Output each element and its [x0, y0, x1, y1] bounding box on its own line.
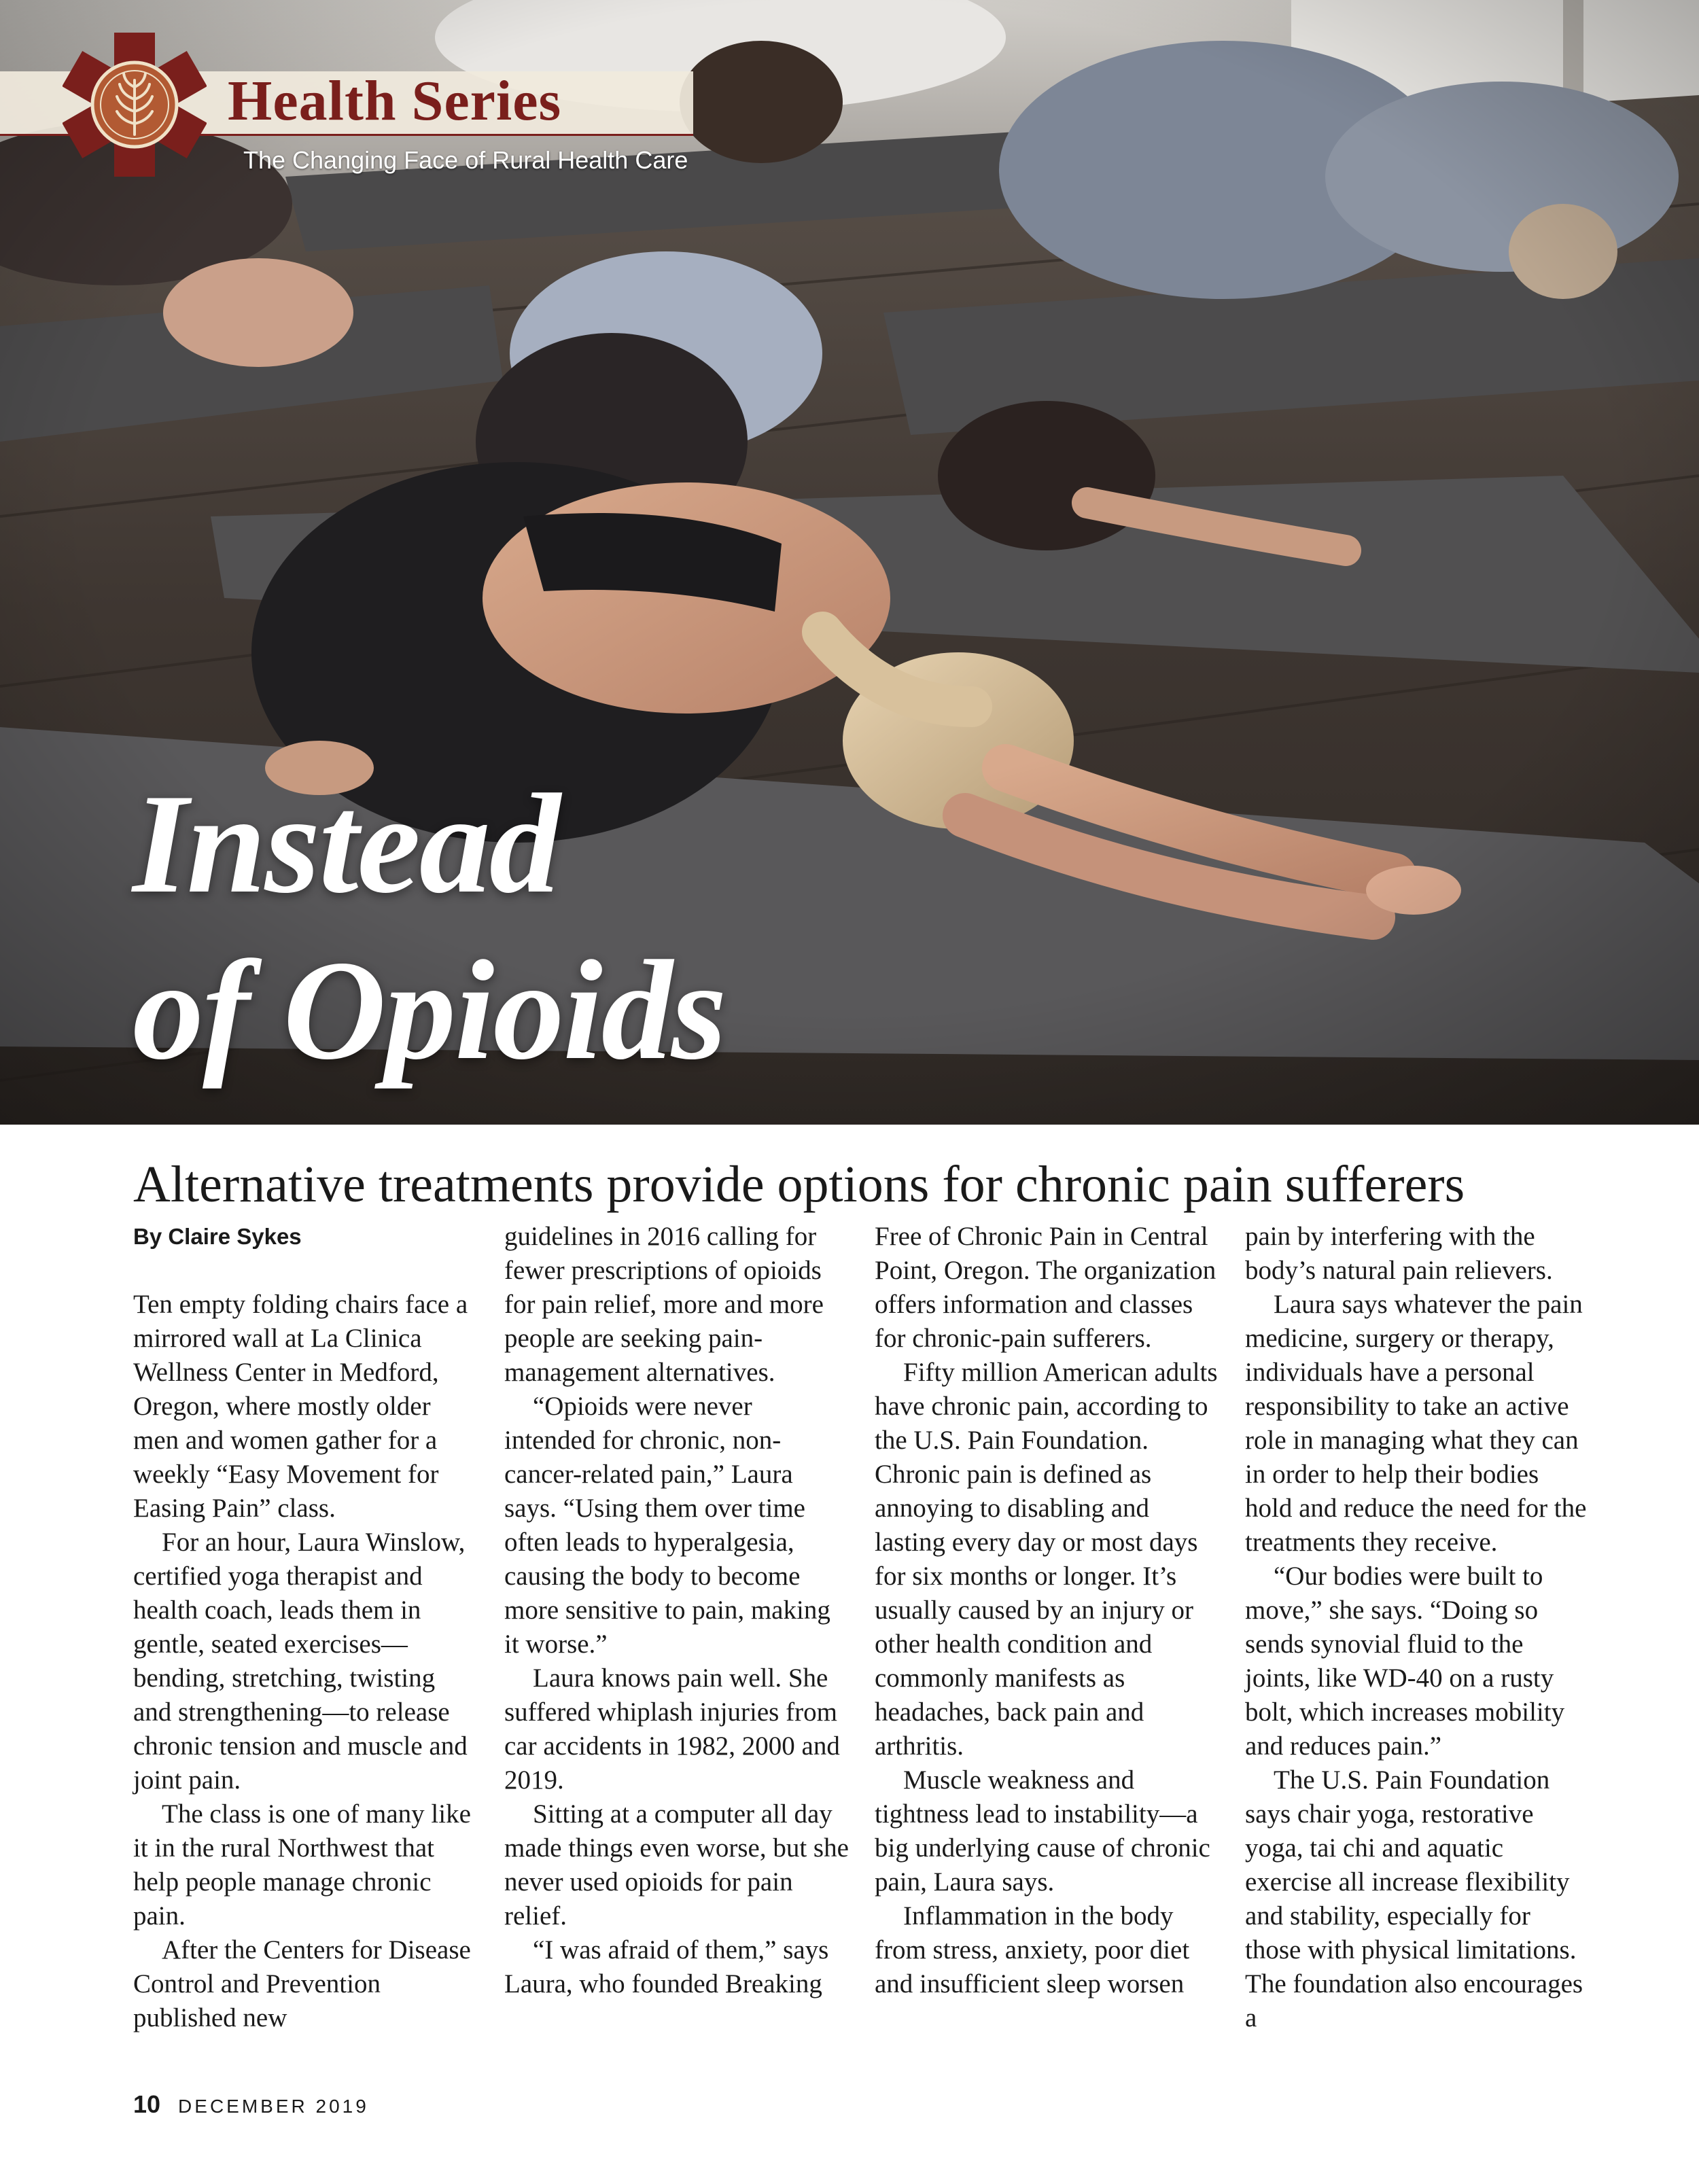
- article-column-4: [1245, 1220, 1590, 2035]
- paragraph: Laura says whatever the pain medicine, surgery or therapy, individuals have a personal responsibility to take an active role in managing what they can in order to help their bodies hold and reduce the need for the treatments they receive.: [1245, 1290, 1587, 1557]
- paragraph: After the Centers for Disease Control and Prevention published new: [133, 1935, 471, 2032]
- issue-date: DECEMBER 2019: [178, 2096, 369, 2117]
- paragraph: “Opioids were never intended for chronic, non-cancer-related pain,” Laura says. “Using them over time often leads to hyperalgesia, causing the body to become more sensitive to pain, making it worse.”: [504, 1392, 830, 1659]
- paragraph: Free of Chronic Pain in Central Point, Oregon. The organization offers information and classes for chronic-pain sufferers.: [875, 1222, 1216, 1353]
- series-title: Health Series: [228, 69, 562, 133]
- series-subtitle: The Changing Face of Rural Health Care: [243, 146, 688, 174]
- paragraph: For an hour, Laura Winslow, certified yoga therapist and health coach, leads them in gentle, seated exercises—bending, stretching, twisting and strengthening—to release chronic tension and muscle and joint pain.: [133, 1528, 468, 1795]
- paragraph: Ten empty folding chairs face a mirrored wall at La Clinica Wellness Center in Medford, Oregon, where mostly older men and women gather for a weekly “Easy Movement for Easing Pain” class.: [133, 1290, 468, 1523]
- health-series-wheat-star-icon: [63, 33, 207, 177]
- byline: By Claire Sykes: [133, 1224, 302, 1249]
- paragraph: Muscle weakness and tightness lead to instability—a big underlying cause of chronic pain, Laura says.: [875, 1765, 1210, 1897]
- page-footer: [133, 2090, 369, 2119]
- deck-subheadline: Alternative treatments provide options for chronic pain sufferers: [133, 1156, 1465, 1213]
- paragraph: Laura knows pain well. She suffered whiplash injuries from car accidents in 1982, 2000 and 2019.: [504, 1663, 840, 1795]
- paragraph: “Our bodies were built to move,” she says. “Doing so sends synovial fluid to the joints, like WD-40 on a rusty bolt, which increases mobility and reduces pain.”: [1245, 1562, 1565, 1761]
- headline: [133, 761, 726, 1094]
- paragraph: guidelines in 2016 calling for fewer prescriptions of opioids for pain relief, more and more people are seeking pain-management alternatives.: [504, 1222, 824, 1387]
- article-column-2: [504, 1220, 850, 2001]
- headline-line-1: Instead: [133, 765, 559, 923]
- paragraph: The U.S. Pain Foundation says chair yoga, restorative yoga, tai chi and aquatic exercise all increase flexibility and stability, especially for those with physical limitations. The foundation also encourages a: [1245, 1765, 1583, 2032]
- paragraph: Inflammation in the body from stress, anxiety, poor diet and insufficient sleep worsen: [875, 1901, 1190, 1998]
- paragraph: pain by interfering with the body’s natural pain relievers.: [1245, 1222, 1553, 1285]
- paragraph: Sitting at a computer all day made things even worse, but she never used opioids for pain relief.: [504, 1799, 849, 1931]
- article-column-3: [875, 1220, 1220, 2001]
- paragraph: The class is one of many like it in the rural Northwest that help people manage chronic pain.: [133, 1799, 471, 1931]
- page-number: 10: [133, 2090, 161, 2118]
- headline-line-2: of Opioids: [133, 932, 726, 1089]
- paragraph: “I was afraid of them,” says Laura, who founded Breaking: [504, 1935, 829, 1998]
- paragraph: Fifty million American adults have chronic pain, according to the U.S. Pain Foundation. Chronic pain is defined as annoying to disabling and lasting every day or most days for six months or longer. It’s usually caused by an injury or other health condition and commonly manifests as headaches, back pain and arthritis.: [875, 1358, 1218, 1761]
- article-column-1: [133, 1220, 478, 2035]
